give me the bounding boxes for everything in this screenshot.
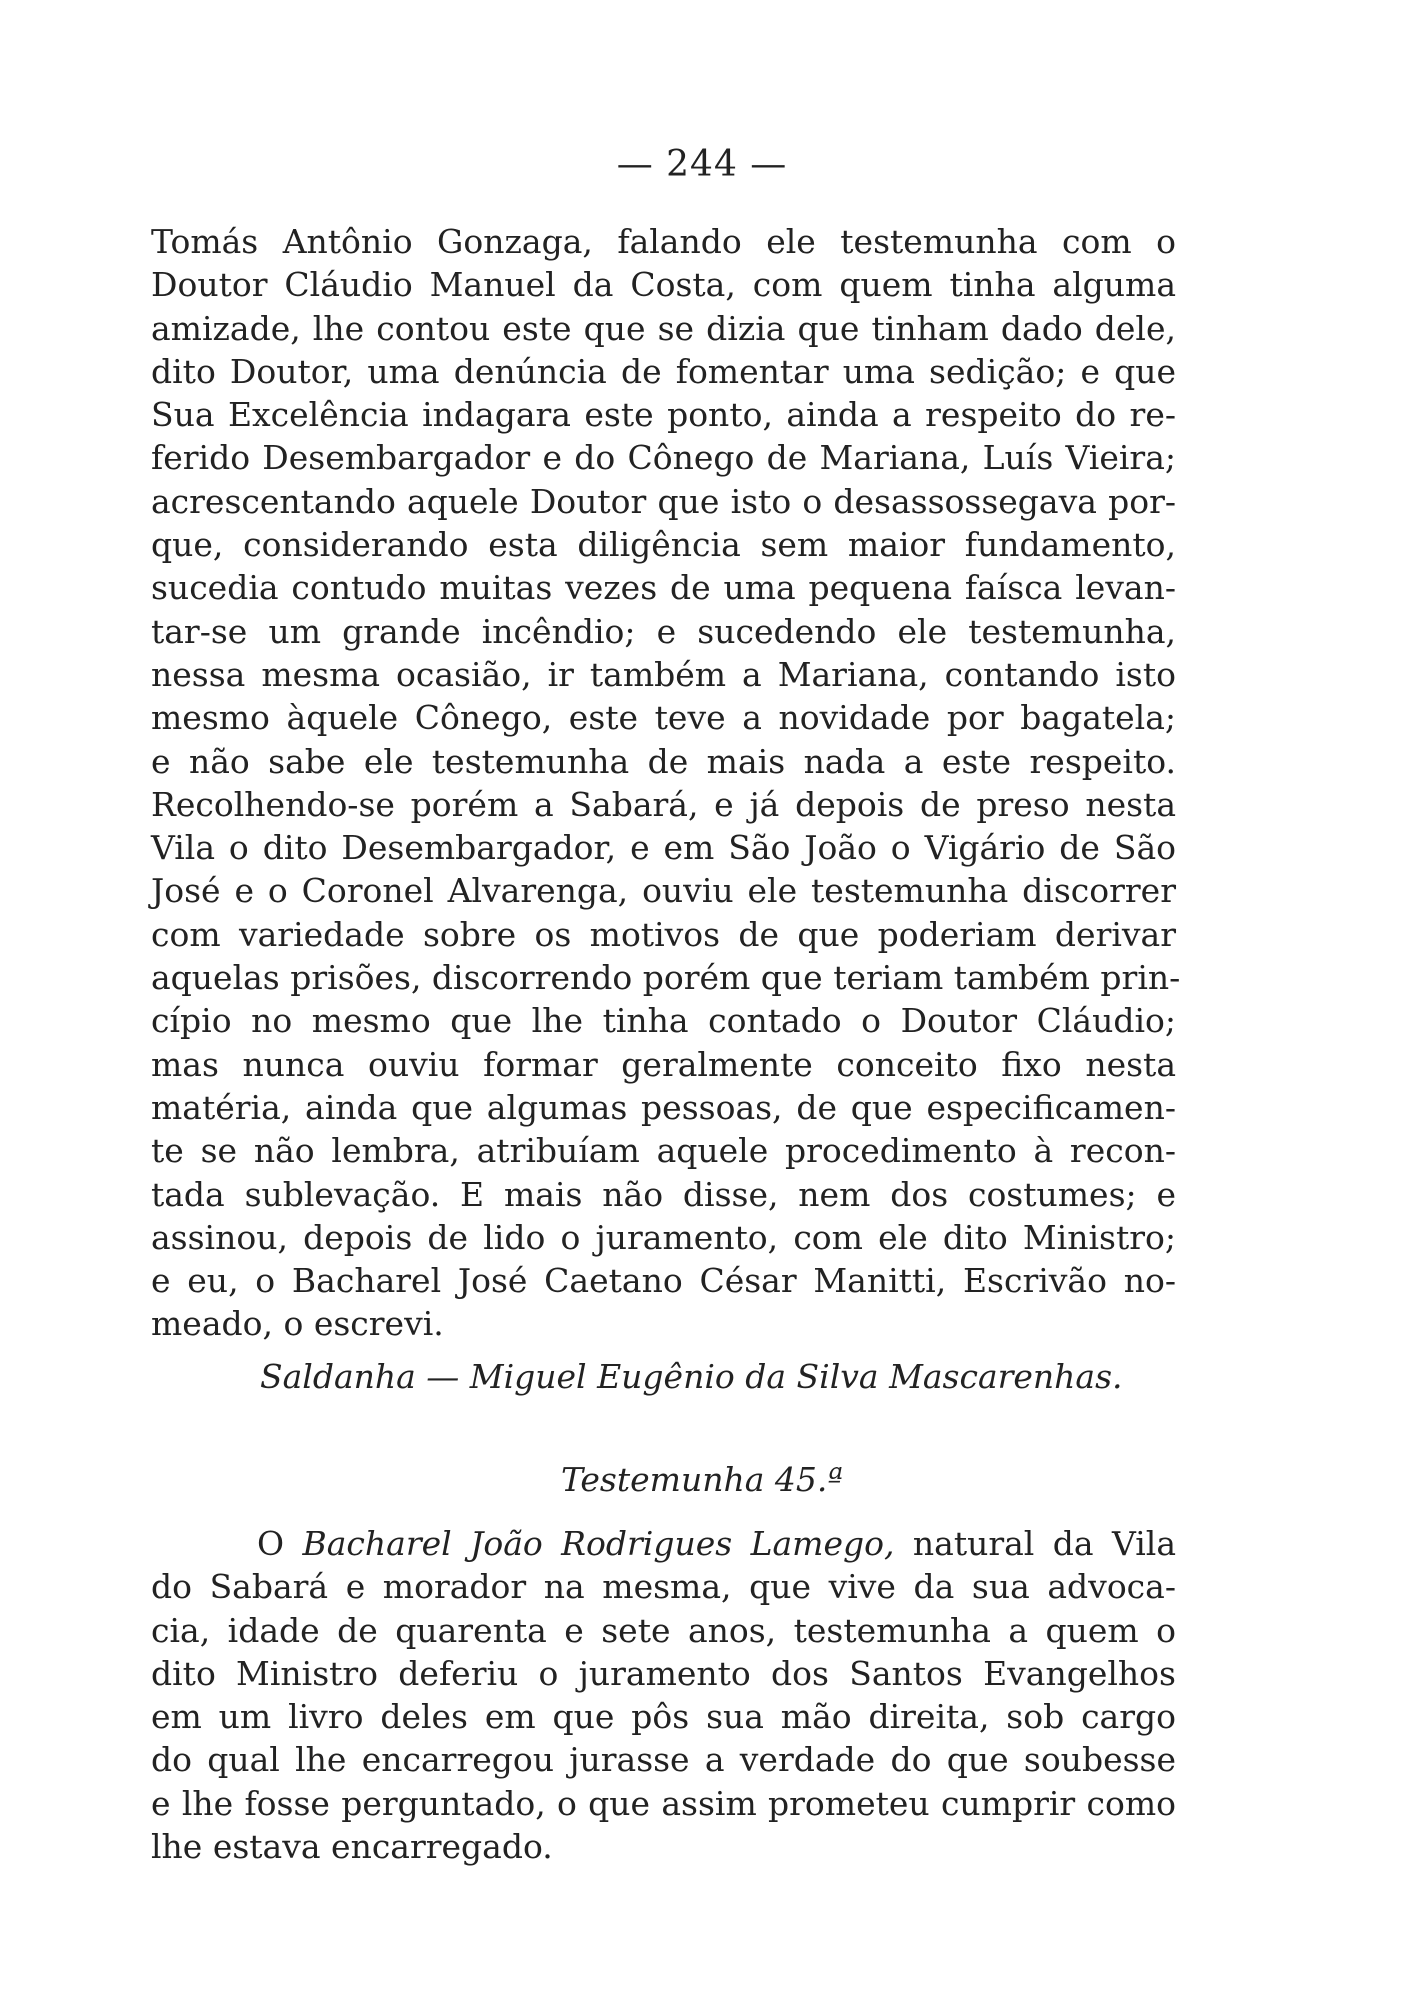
- text-line: mesmo àquele Cônego, este teve a novidade por bagatela;: [151, 698, 1176, 738]
- text-line: ferido Desembargador e do Cônego de Mariana, Luís Vieira;: [151, 438, 1176, 478]
- first-line-suffix: natural da Vila: [894, 1524, 1177, 1563]
- text-line: Vila o dito Desembargador, e em São João o Vigário de São: [151, 828, 1176, 868]
- text-line: Doutor Cláudio Manuel da Costa, com quem tinha alguma: [151, 265, 1176, 305]
- testimony-paragraph-2: [151, 1522, 1176, 1868]
- text-line: meado, o escrevi.: [151, 1304, 444, 1344]
- text-line: que, considerando esta diligência sem maior fundamento,: [151, 525, 1176, 565]
- text-line: do qual lhe encarregou jurasse a verdade do que soubesse: [151, 1740, 1176, 1780]
- text-line: cia, idade de quarenta e sete anos, testemunha a quem o: [151, 1610, 1176, 1650]
- first-line: [151, 1522, 1176, 1565]
- text-line: e eu, o Bacharel José Caetano César Manitti, Escrivão no-: [151, 1261, 1176, 1301]
- text-line: cípio no mesmo que lhe tinha contado o Doutor Cláudio;: [151, 1001, 1176, 1041]
- text-line: Tomás Antônio Gonzaga, falando ele testemunha com o: [151, 222, 1176, 261]
- text-line: dito Ministro deferiu o juramento dos Santos Evangelhos: [151, 1653, 1176, 1693]
- text-line: assinou, depois de lido o juramento, com ele dito Ministro;: [151, 1217, 1176, 1257]
- text-line: Recolhendo-se porém a Sabará, e já depois de preso nesta: [151, 784, 1176, 824]
- text-line: dito Doutor, uma denúncia de fomentar uma sedição; e que: [151, 351, 1176, 391]
- signature-line: Saldanha — Miguel Eugênio da Silva Mascarenhas.: [260, 1357, 1123, 1396]
- text-line: e não sabe ele testemunha de mais nada a este respeito.: [151, 741, 1176, 781]
- text-line: aquelas prisões, discorrendo porém que teriam também prin-: [151, 958, 1181, 998]
- text-line: em um livro deles em que pôs sua mão direita, sob cargo: [151, 1697, 1176, 1737]
- text-line: te se não lembra, atribuíam aquele procedimento à recon-: [151, 1131, 1176, 1171]
- text-line: sucedia contudo muitas vezes de uma pequena faísca levan-: [151, 568, 1176, 608]
- page-number: — 244 —: [616, 144, 788, 185]
- text-line: acrescentando aquele Doutor que isto o desassossegava por-: [151, 481, 1176, 521]
- text-line: amizade, lhe contou este que se dizia que tinham dado dele,: [151, 308, 1176, 348]
- first-line-prefix: O: [257, 1524, 303, 1563]
- text-line: do Sabará e morador na mesma, que vive da sua advoca-: [151, 1567, 1176, 1607]
- witness-name: Bacharel João Rodrigues Lamego,: [302, 1524, 895, 1563]
- text-line: matéria, ainda que algumas pessoas, de que especificamen-: [151, 1087, 1176, 1127]
- text-line: nessa mesma ocasião, ir também a Mariana, contando isto: [151, 654, 1176, 694]
- text-line: lhe estava encarregado.: [151, 1827, 553, 1867]
- text-line: e lhe fosse perguntado, o que assim prometeu cumprir como: [151, 1783, 1176, 1823]
- section-heading: Testemunha 45.ª: [560, 1460, 844, 1499]
- text-line: mas nunca ouviu formar geralmente conceito fixo nesta: [151, 1044, 1176, 1084]
- testimony-paragraph: [151, 220, 1181, 1346]
- text-line: tar-se um grande incêndio; e sucedendo ele testemunha,: [151, 611, 1176, 651]
- text-line: com variedade sobre os motivos de que poderiam derivar: [151, 914, 1176, 954]
- text-line: tada sublevação. E mais não disse, nem dos costumes; e: [151, 1174, 1176, 1214]
- text-line: Sua Excelência indagara este ponto, ainda a respeito do re-: [151, 395, 1176, 435]
- text-line: José e o Coronel Alvarenga, ouviu ele testemunha discorrer: [151, 871, 1176, 911]
